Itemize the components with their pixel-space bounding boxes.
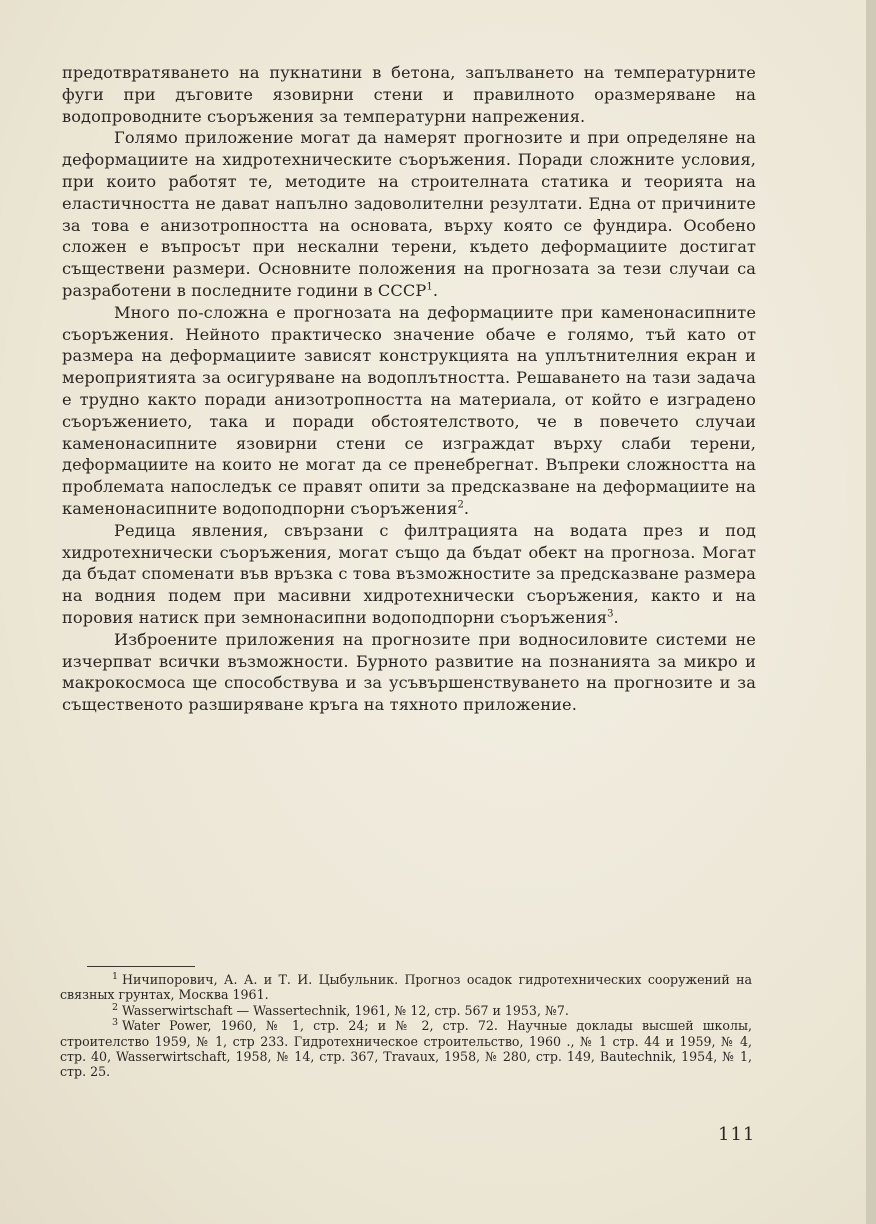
paragraph-deformations: Голямо приложение могат да намерят прогнозите и при определяне на деформациите на хидротехническите съоръжения. Поради сложните условия, при които работят те, методите на строителната статика и теорията на еластичността не дават напълно задоволителни резултати. Една от причините за това е анизотропността на основата, върху която се фундира. Особено сложен е въпросът при нескални терени, където деформациите достигат съществени размери. Основните положения на прогнозата за тези случаи са разработени в последните години в СССР$^1$. [62,128,756,300]
footnote-divider [87,966,195,967]
footnote-text: Ничипорович, А. А. и Т. И. Цыбульник. Прогноз осадок гидротехнических сооружений на связных грунтах, Москва 1961. [60,972,752,1003]
footnote-reference: 2 [457,499,464,511]
footnote-item [60,972,752,1003]
paragraph-filtration: Редица явления, свързани с филтрацията на водата през и под хидротехнически съоръжения, могат също да бъдат обект на прогноза. Могат да бъдат споменати във връзка с това възможностите за предсказване размера на водния подем при масивни хидротехнически съоръжения, както и на поровия натиск при земнонасипни водоподпорни съоръжения$^3$. [62,520,756,627]
footnote-reference: 3 [607,608,614,620]
footnote-number: 2 [112,1001,119,1013]
footnote-item [60,1003,752,1018]
footnote-reference: 1 [426,281,433,293]
footnote-number: 3 [112,1017,119,1029]
paragraph-text: предотвратяването на пукнатини в бетона, запълването на температурните фуги при дъговите язовирни стени и правилното оразмеряване на водопроводните съоръжения за температурни напрежения. [62,63,756,126]
paragraph-text: Голямо приложение могат да намерят прогнозите и при определяне на деформациите на хидротехническите съоръжения. Поради сложните условия, при които работят те, методите на строителната статика и теорията на еластичността не дават напълно задоволителни резултати. Една от причините за това е анизотропността на основата, върху която се фундира. Особено сложен е въпросът при нескални терени, където деформациите достигат съществени размери. Основните положения на прогнозата за тези случаи са разработени в последните години в СССР [62,128,756,300]
main-text [62,62,756,716]
paragraph-continuation [62,62,756,127]
paragraph-text: Изброените приложения на прогнозите при водносиловите системи не изчерпват всички възможности. Бурното развитие на познанията за микро и макрокосмоса ще способствува и за усъвършенствуването на прогнозите и за същественото разширяване кръга на тяхното приложение. [62,629,756,715]
page-number: 111 [718,1124,756,1145]
footnote-number: 1 [112,970,119,982]
paragraph-text: Много по-сложна е прогнозата на деформациите при каменонасипните съоръжения. Нейното практическо значение обаче е голямо, тъй като от размера на деформациите зависят конструкцията на уплътнителния екран и мероприятията за осигуряване на водоплътността. Решаването на тази задача е трудно както поради анизотропността на материала, от който е изградено съоръжението, така и поради обстоятелството, че в повечето случаи каменонасипните язовирни стени се изграждат върху слаби терени, деформациите на които не могат да се пренебрегнат. Въпреки сложността на проблемата напоследък се правят опити за предсказване на деформациите на каменонасипните водоподпорни съоръжения [62,302,756,518]
footnote-text: Water Power, 1960, № 1, стр. 24; и № 2, стр. 72. Научные доклады высшей школы, строителство 1959, № 1, стр 233. Гидротехническое строительство, 1960 ., № 1 стр. 44 и 1959, № 4, стр. 40, Wasserwirtschaft, 1958, № 14, стр. 367, Travaux, 1958, № 280, стр. 149, Bautechnik, 1954, № 1, стр. 25. [60,1018,752,1080]
paragraph-text: Редица явления, свързани с филтрацията на водата през и под хидротехнически съоръжения, могат също да бъдат обект на прогноза. Могат да бъдат споменати във връзка с това възможностите за предсказване размера на водния подем при масивни хидротехнически съоръжения, както и на поровия натиск при земнонасипни водоподпорни съоръжения [62,520,756,627]
footnote-item [60,1018,752,1080]
paragraph-rockfill: Много по-сложна е прогнозата на деформациите при каменонасипните съоръжения. Нейното практическо значение обаче е голямо, тъй като от размера на деформациите зависят конструкцията на уплътнителния екран и мероприятията за осигуряване на водоплътността. Решаването на тази задача е трудно както поради анизотропността на материала, от който е изградено съоръжението, така и поради обстоятелството, че в повечето случаи каменонасипните язовирни стени се изграждат върху слаби терени, деформациите на които не могат да се пренебрегнат. Въпреки сложността на проблемата напоследък се правят опити за предсказване на деформациите на каменонасипните водоподпорни съоръжения$^2$. [62,302,756,518]
footnote-text: Wasserwirtschaft — Wassertechnik, 1961, № 12, стр. 567 и 1953, №7. [122,1002,569,1018]
paragraph-conclusion [62,629,756,716]
footnotes [60,972,752,1080]
